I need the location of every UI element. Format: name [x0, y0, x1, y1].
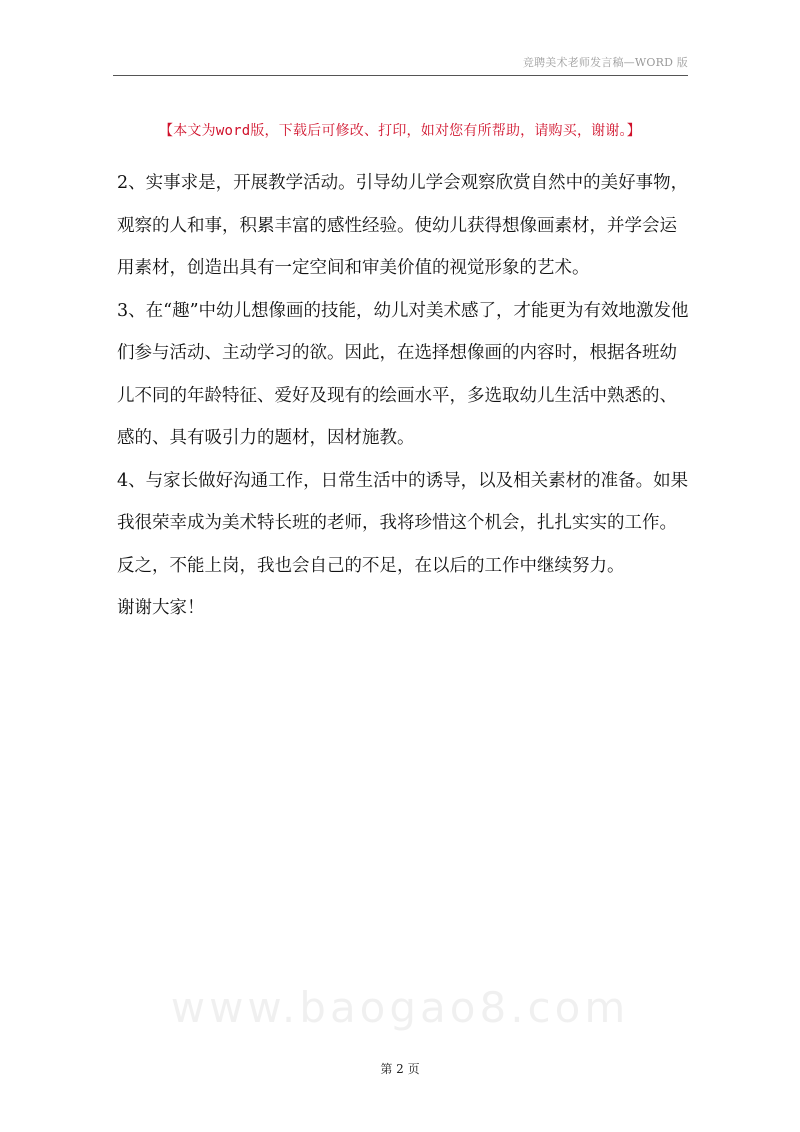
body-content	[117, 162, 689, 630]
closing-thanks: 谢谢大家！	[117, 598, 205, 618]
download-notice: 【本文为word版，下载后可修改、打印，如对您有所帮助，请购买，谢谢。】	[159, 123, 641, 139]
paragraph-point-4: 4、与家长做好沟通工作，日常生活中的诱导，以及相关素材的准备。如果我很荣幸成为美术特长班的老师，我将珍惜这个机会，扎扎实实的工作。反之，不能上岗，我也会自己的不足，在以后的工作中继续努力。	[117, 470, 689, 576]
page-number: 第 2 页	[380, 1062, 420, 1076]
header-divider	[113, 75, 688, 76]
running-header-title: 竞聘美术老师发言稿—WORD 版	[522, 56, 688, 69]
paragraph-point-3: 3、在“趣”中幼儿想像画的技能，幼儿对美术感了，才能更为有效地激发他们参与活动、主动学习的欲。因此，在选择想像画的内容时，根据各班幼儿不同的年龄特征、爱好及现有的绘画水平，多选取幼儿生活中熟悉的、感的、具有吸引力的题材，因材施教。	[117, 300, 689, 448]
site-watermark: www.baogao8.com	[170, 983, 630, 1032]
paragraph-point-2: 2、实事求是，开展教学活动。引导幼儿学会观察欣赏自然中的美好事物，观察的人和事，积累丰富的感性经验。使幼儿获得想像画素材，并学会运用素材，创造出具有一定空间和审美价值的视觉形象的艺术。	[117, 173, 689, 278]
